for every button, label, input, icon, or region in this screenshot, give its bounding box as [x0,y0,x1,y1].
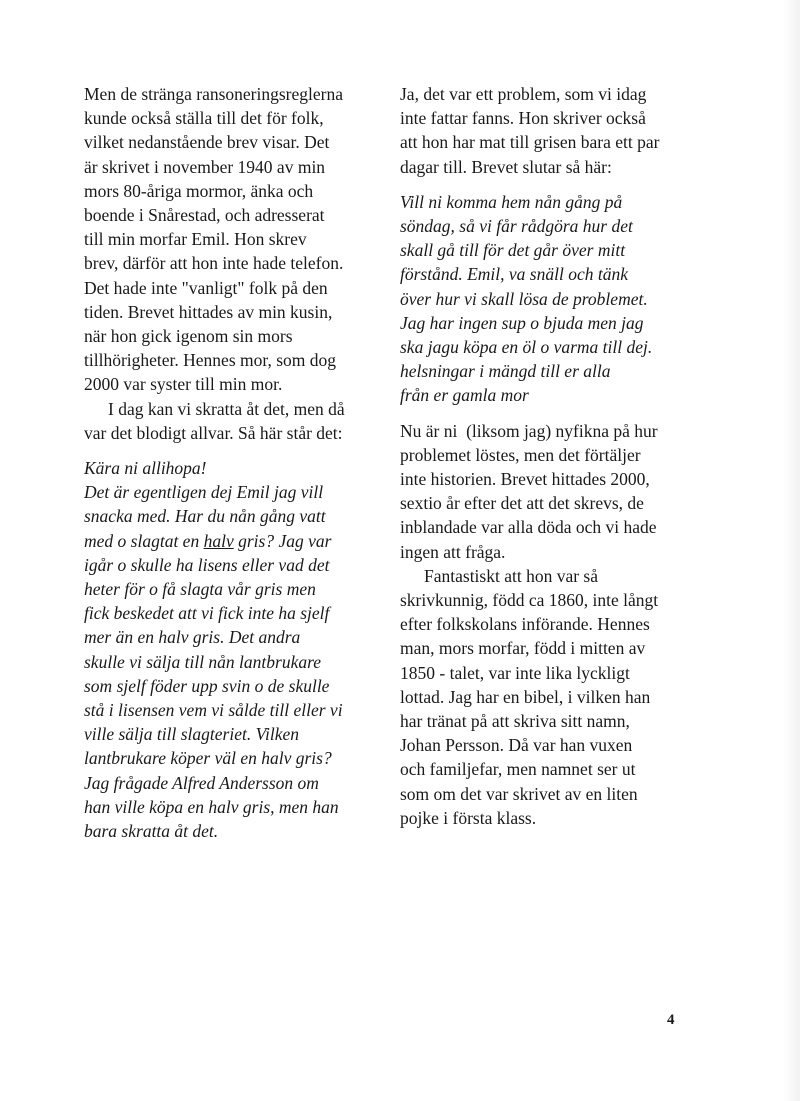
text-line: Det hade inte "vanligt" folk på den [84,277,328,298]
text-line: skrivkunnig, född ca 1860, inte långt [400,590,659,611]
text-line: är skrivet i november 1940 av min [84,156,326,177]
right-paragraph-3 [400,564,696,830]
text-line: tillhörigheter. Hennes mor, som dog [84,350,337,371]
letter-line: över hur vi skall lösa de problemet. [400,288,648,309]
left-paragraph-1 [84,82,374,397]
letter-line: som sjelf föder upp svin o de skulle [84,675,330,696]
text-line: inte fattar fanns. Hon skriver också [400,108,646,129]
letter-line: ville sälja till slagteriet. Vilken [84,724,299,745]
right-column [400,82,696,830]
text-line: 2000 var syster till min mor. [84,374,283,395]
text-line: mors 80-åriga mormor, änka och [84,180,314,201]
left-column [84,82,374,843]
text-line: 1850 - talet, var inte lika lyckligt [400,662,630,683]
text-line: brev, därför att hon inte hade telefon. [84,253,344,274]
paragraph-gap [400,179,696,190]
text-line: dagar till. Brevet slutar så här: [400,156,612,177]
text-line: pojke i första klass. [400,807,537,828]
text-line: Johan Persson. Då var han vuxen [400,735,633,756]
text-line: och familjefar, men namnet ser ut [400,759,636,780]
letter-line: bara skratta åt det. [84,821,219,842]
letter-end-quote [400,190,696,408]
text-line: tiden. Brevet hittades av min kusin, [84,301,333,322]
text-line: Ja, det var ett problem, som vi idag [400,84,647,104]
letter-line: skall gå till för det går över mitt [400,240,626,261]
letter-line: igår o skulle ha lisens eller vad det [84,554,330,575]
text-line: Men de stränga ransoneringsreglerna [84,84,343,104]
underlined-word: halv [203,530,234,551]
text-line: när hon gick igenom sin mors [84,326,293,347]
letter-line: lantbrukare köper väl en halv gris? [84,748,332,769]
text-line: ingen att fråga. [400,541,506,562]
text-line: vilket nedanstående brev visar. Det [84,132,330,153]
letter-line: han ville köpa en halv gris, men han [84,796,339,817]
letter-line: förstånd. Emil, va snäll och tänk [400,264,628,285]
paragraph-gap [400,408,696,419]
letter-quote [84,456,374,843]
letter-line: heter för o få slagta vår gris men [84,579,316,600]
text-line: boende i Snårestad, och adresserat [84,205,325,226]
letter-line [84,529,374,553]
page-number: 4 [667,1012,675,1028]
left-paragraph-2 [84,397,374,445]
letter-line: mer än en halv gris. Det andra [84,627,301,648]
letter-line: Det är egentligen dej Emil jag vill [84,482,324,503]
text-line: man, mors morfar, född i mitten av [400,638,646,659]
text-line: var det blodigt allvar. Så här står det: [84,422,343,443]
text-line: sextio år efter det att det skrevs, de [400,493,644,514]
page-edge-shadow [784,0,800,1101]
text-line: efter folkskolans införande. Hennes [400,614,650,635]
text-line: har tränat på att skriva sitt namn, [400,711,630,732]
letter-line: helsningar i mängd till er alla [400,361,611,382]
text-line: Nu är ni (liksom jag) nyfikna på hur [400,420,658,441]
paragraph-gap [84,445,374,456]
text-line: till min morfar Emil. Hon skrev [84,229,307,250]
text-line: Fantastiskt att hon var så [424,565,599,586]
letter-line: ska jagu köpa en öl o varma till dej. [400,337,653,358]
text-line: inte historien. Brevet hittades 2000, [400,469,650,490]
letter-line: Vill ni komma hem nån gång på [400,191,623,212]
right-paragraph-1 [400,82,696,179]
letter-text: med o slagtat en [84,530,204,551]
text-line: lottad. Jag har en bibel, i vilken han [400,686,651,707]
letter-line: skulle vi sälja till nån lantbrukare [84,651,322,672]
letter-line: från er gamla mor [400,385,529,406]
letter-line: fick beskedet att vi fick inte ha sjelf [84,603,330,624]
letter-line: Jag har ingen sup o bjuda men jag [400,312,644,333]
letter-line: stå i lisensen vem vi sålde till eller vi [84,700,343,721]
letter-line: söndag, så vi får rådgöra hur det [400,216,633,237]
text-line: I dag kan vi skratta åt det, men då [108,398,345,419]
letter-line: Jag frågade Alfred Andersson om [84,772,319,793]
text-line: inblandade var alla döda och vi hade [400,517,657,538]
text-line: att hon har mat till grisen bara ett par [400,132,660,153]
letter-line: Kära ni allihopa! [84,458,207,479]
letter-line: snacka med. Har du nån gång vatt [84,506,326,527]
text-line: problemet löstes, men det förtäljer [400,444,641,465]
text-line: kunde också ställa till det för folk, [84,108,324,129]
right-paragraph-2 [400,419,696,564]
text-line: som om det var skrivet av en liten [400,783,638,804]
letter-text: gris? Jag var [233,530,332,551]
